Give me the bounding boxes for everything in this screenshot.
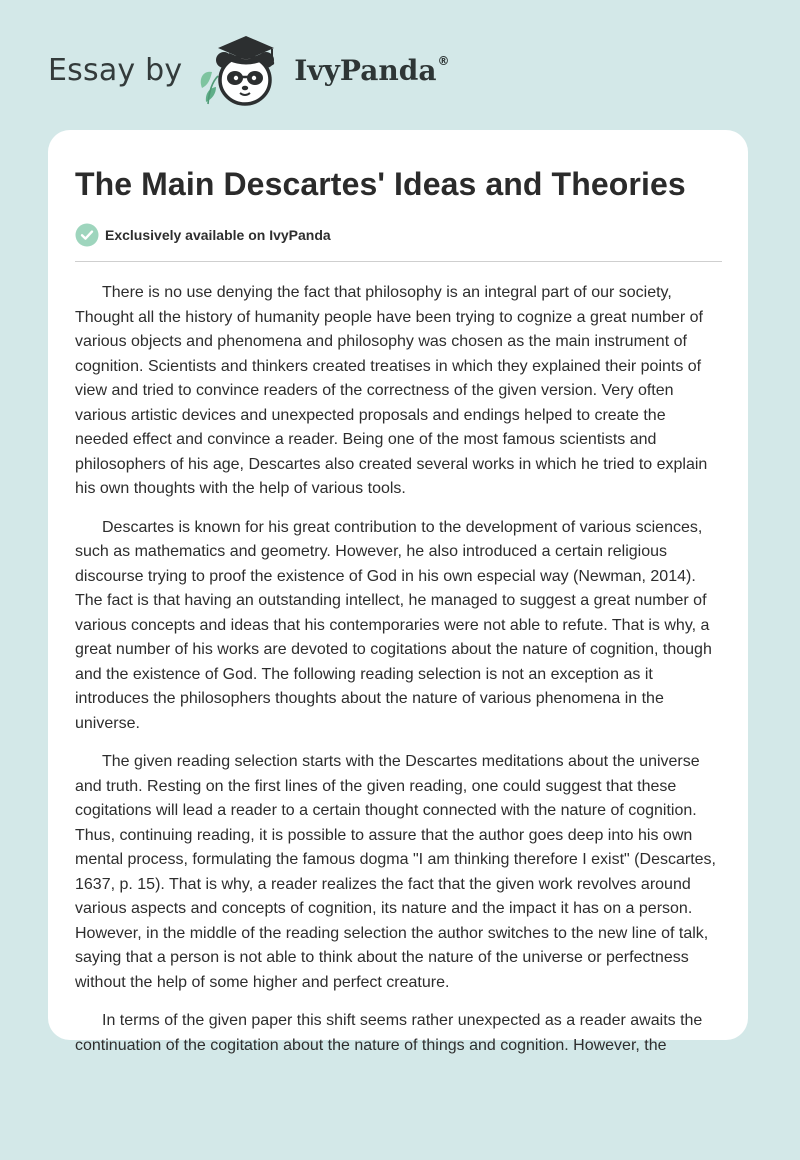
- divider: [75, 261, 722, 262]
- paragraph: Descartes is known for his great contribution to the development of various sciences, such as mathematics and geometry. However, he also introduced a certain religious discourse trying to proof the existence of God in his own especial way (Newman, 2014). The fact is that having an outstanding intellect, he managed to suggest a great number of various concepts and ideas that his contemporaries were not able to refute. That is why, a great number of his works are devoted to cogitations about the nature of cognition, though and the existence of God. The following reading selection is not an exception as it introduces the philosophers thoughts about the nature of various phenomena in the universe.: [75, 518, 712, 732]
- registered-mark: ®: [437, 54, 450, 69]
- essay-by-label: Essay by: [48, 52, 183, 88]
- brand-name[interactable]: [294, 54, 449, 87]
- paragraph: In terms of the given paper this shift seems rather unexpected as a reader awaits the continuation of the cogitation about the nature of things and cognition. However, the: [75, 1012, 703, 1054]
- article-card: [48, 130, 748, 1054]
- article-body: [75, 281, 723, 1072]
- paragraph: The given reading selection starts with the Descartes meditations about the universe and truth. Resting on the first lines of the given reading, one could suggest that these cogitations will lead a reader to a certain thought connected with the nature of cognition. Thus, continuing reading, it is possible to assure that the author goes deep into his own mental process, formulating the famous dogma "I am thinking therefore I exist" (Descartes, 1637, p. 15). That is why, a reader realizes the fact that the given work revolves around various aspects and concepts of cognition, its nature and the impact it has on a person. However, in the middle of the reading selection the author switches to the new line of talk, saying that a person is not able to think about the nature of the universe or perfectness without the help of some higher and perfect creature.: [75, 753, 716, 991]
- site-header: [48, 30, 449, 110]
- article-title: The Main Descartes' Ideas and Theories: [75, 166, 686, 202]
- panda-graduate-logo-icon[interactable]: [196, 30, 288, 110]
- exclusive-badge: [75, 223, 331, 247]
- brand-text: IvyPanda: [294, 53, 437, 87]
- check-badge-icon: [75, 223, 99, 247]
- paragraph: There is no use denying the fact that philosophy is an integral part of our society, Thought all the history of humanity people have been trying to cognize a great number of various objects and phenomena and philosophy was chosen as the main instrument of cognition. Scientists and thinkers created treatises in which they explained their points of view and tried to convince readers of the correctness of the given version. Very often various artistic devices and unexpected proposals and endings helped to create the needed effect and convince a reader. Being one of the most famous scientists and philosophers of his age, Descartes also created several works in which he tried to explain his own thoughts with the help of various tools.: [75, 284, 708, 497]
- exclusive-label: Exclusively available on IvyPanda: [105, 227, 331, 243]
